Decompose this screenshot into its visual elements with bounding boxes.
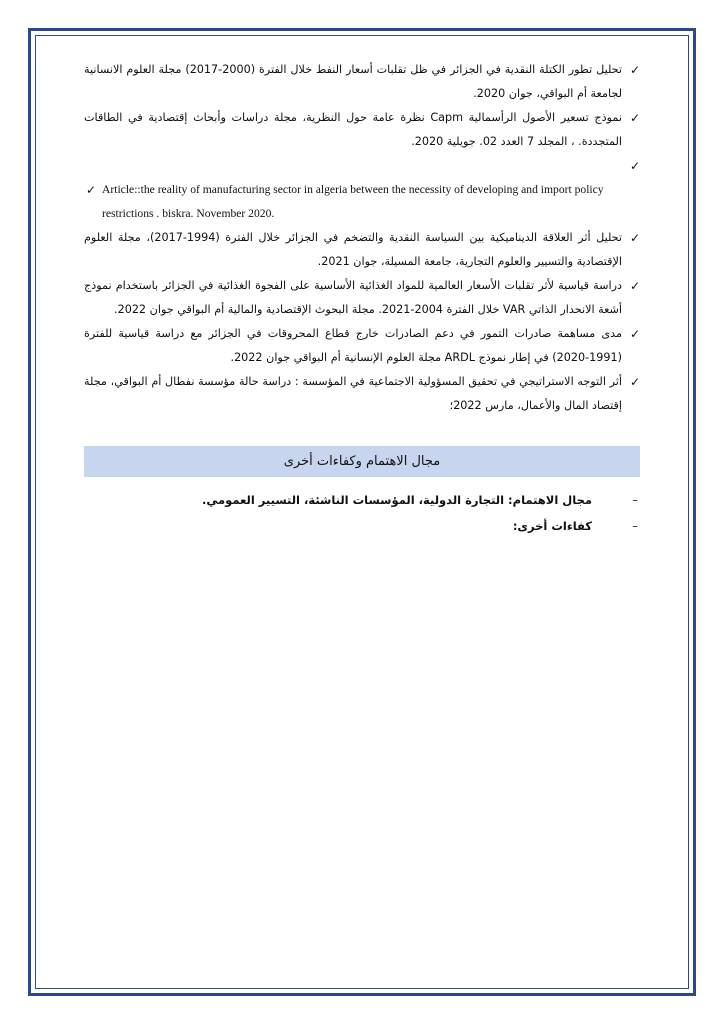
checkmark-icon: ✓ xyxy=(86,183,97,197)
interest-text: مجال الاهتمام: التجارة الدولية، المؤسسات الناشئة، التسيير العمومي. xyxy=(201,493,592,507)
publication-text: دراسة قياسية لأثر تقلبات الأسعار العالمية للمواد الغذائية الأساسية على الفجوة الغذائية في الجزائر باستخدام نموذج أشعة الانحدار الذاتي VAR خلال الفترة 2004-2021. مجلة البحوث الإقتصادية والمالية أم البواقي جوان 2022. xyxy=(84,279,622,316)
checkmark-icon: ✓ xyxy=(629,327,640,341)
publication-text: أثر التوجه الاستراتيجي في تحقيق المسؤولية الاجتماعية في المؤسسة : دراسة حالة مؤسسة نفطال أم البواقي، مجلة إقتصاد المال والأعمال، مارس 2022؛ xyxy=(84,375,622,412)
interest-text: كفاءات أخرى: xyxy=(512,519,592,533)
publication-text: نموذج تسعير الأصول الرأسمالية Capm نظرة عامة حول النظرية، مجلة دراسات وأبحاث إقتصادية في الطاقات المتجددة. ، المجلد 7 العدد 02. جويلية 2020. xyxy=(84,111,622,148)
section-title: مجال الاهتمام وكفاءات أخرى xyxy=(283,454,441,469)
checkmark-icon: ✓ xyxy=(629,279,640,293)
dash-bullet-icon: – xyxy=(632,519,638,533)
publication-item xyxy=(84,178,640,226)
publication-item xyxy=(84,226,640,274)
publication-text: تحليل تطور الكتلة النقدية في الجزائر في ظل تقلبات أسعار النفط خلال الفترة (2000-2017) مجلة العلوم الانسانية لجامعة أم البواقي، جوان 2020. xyxy=(84,63,622,100)
checkmark-icon: ✓ xyxy=(629,159,640,173)
publication-item xyxy=(84,274,640,322)
interest-list xyxy=(84,487,640,539)
checkmark-icon: ✓ xyxy=(629,63,640,77)
publication-item xyxy=(84,106,640,154)
interest-item xyxy=(84,513,640,539)
publication-text: Article::the reality of manufacturing sector in algeria between the necessity of developing and import policy restrictions . biskra. November 2020. xyxy=(102,183,604,220)
publication-item xyxy=(84,322,640,370)
publication-item xyxy=(84,370,640,418)
checkmark-icon: ✓ xyxy=(629,231,640,245)
publication-list xyxy=(84,58,640,418)
publication-text: تحليل أثر العلاقة الديناميكية بين السياسة النقدية والتضخم في الجزائر خلال الفترة (1994-2017)، مجلة العلوم الإقتصادية والتسيير والعلوم التجارية، جامعة المسيلة، جوان 2021. xyxy=(84,231,623,268)
checkmark-icon: ✓ xyxy=(629,375,640,389)
publication-item xyxy=(84,154,640,178)
document-content xyxy=(84,58,640,539)
section-header-interests xyxy=(84,446,640,477)
checkmark-icon: ✓ xyxy=(629,111,640,125)
publication-item xyxy=(84,58,640,106)
dash-bullet-icon: – xyxy=(632,493,638,507)
interest-item xyxy=(84,487,640,513)
publication-text: مدى مساهمة صادرات التمور في دعم الصادرات خارج قطاع المحروقات في الجزائر مع دراسة قياسية للفترة (1991-2020) في إطار نموذج ARDL مجلة العلوم الإنسانية أم البواقي جوان 2022. xyxy=(84,327,622,364)
